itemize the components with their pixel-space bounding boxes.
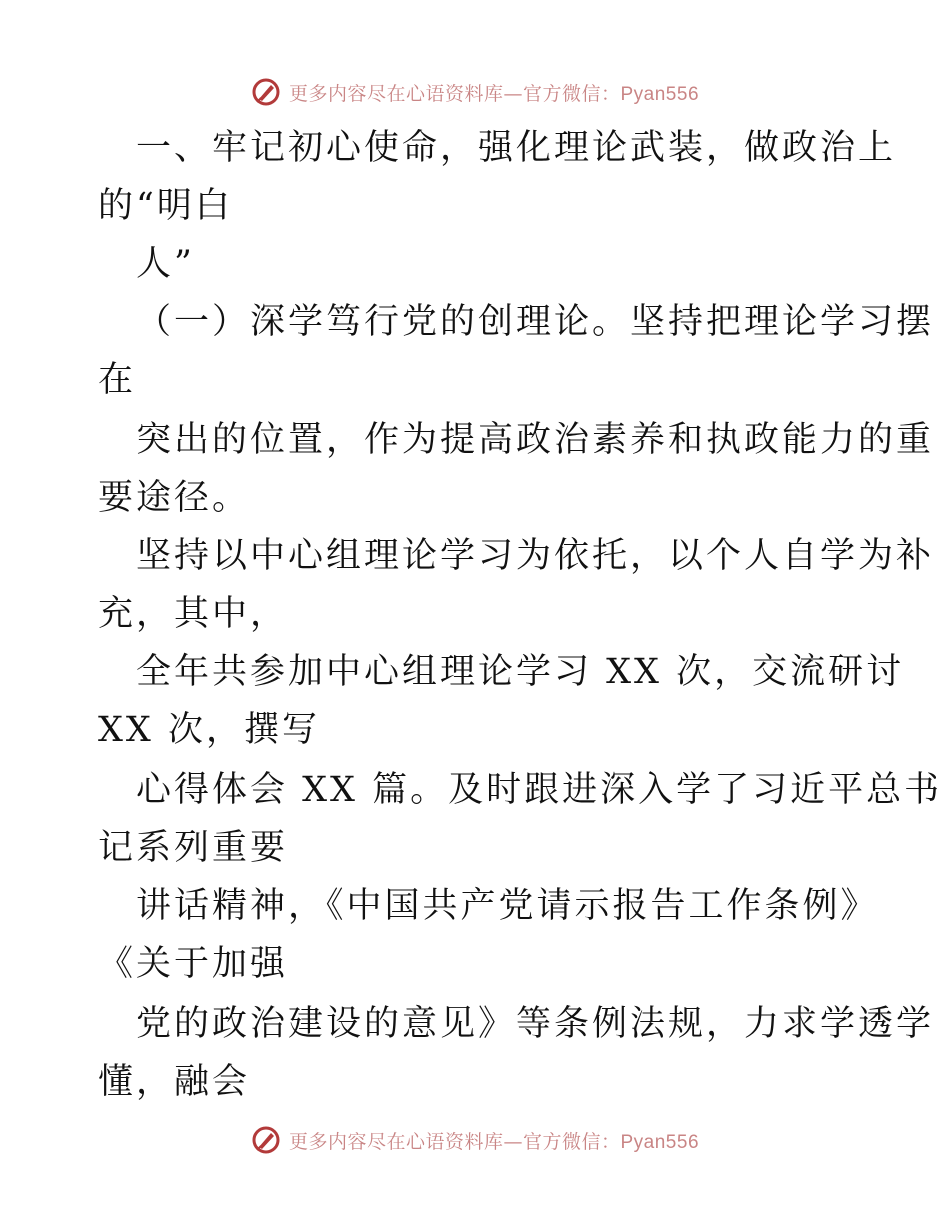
text-line: 突出的位置，作为提高政治素养和执政能力的重	[136, 420, 935, 460]
text-line: 全年共参加中心组理论学习 XX 次，交流研讨	[136, 652, 905, 692]
text-line: 记系列重要	[98, 828, 289, 868]
text-line: 充，其中，	[98, 594, 289, 634]
text-line: 在	[98, 360, 137, 400]
text-line: 懂，融会	[98, 1062, 251, 1102]
text-line: 的“明白	[98, 186, 233, 226]
text-line: 心得体会 XX 篇。及时跟进深入学了习近平总书	[136, 770, 943, 810]
text-line: 人”	[136, 244, 195, 284]
watermark-text: 更多内容尽在心语资料库—官方微信：Pyan556	[288, 82, 700, 105]
quill-pen-circle-icon	[251, 1125, 281, 1155]
watermark-text: 更多内容尽在心语资料库—官方微信：Pyan556	[288, 1130, 700, 1153]
text-line: 坚持以中心组理论学习为依托，以个人自学为补	[136, 536, 935, 576]
text-line: 讲话精神，《中国共产党请示报告工作条例》	[136, 886, 879, 926]
text-line: 一、牢记初心使命，强化理论武装，做政治上	[136, 128, 897, 168]
watermark-banner-bottom	[0, 1120, 950, 1160]
text-line: 要途径。	[98, 478, 251, 518]
text-line: 党的政治建设的意见》等条例法规，力求学透学	[136, 1004, 935, 1044]
text-line: XX 次，撰写	[98, 710, 320, 750]
text-line: 《关于加强	[98, 944, 289, 984]
text-line: （一）深学笃行党的创理论。坚持把理论学习摆	[136, 302, 935, 342]
